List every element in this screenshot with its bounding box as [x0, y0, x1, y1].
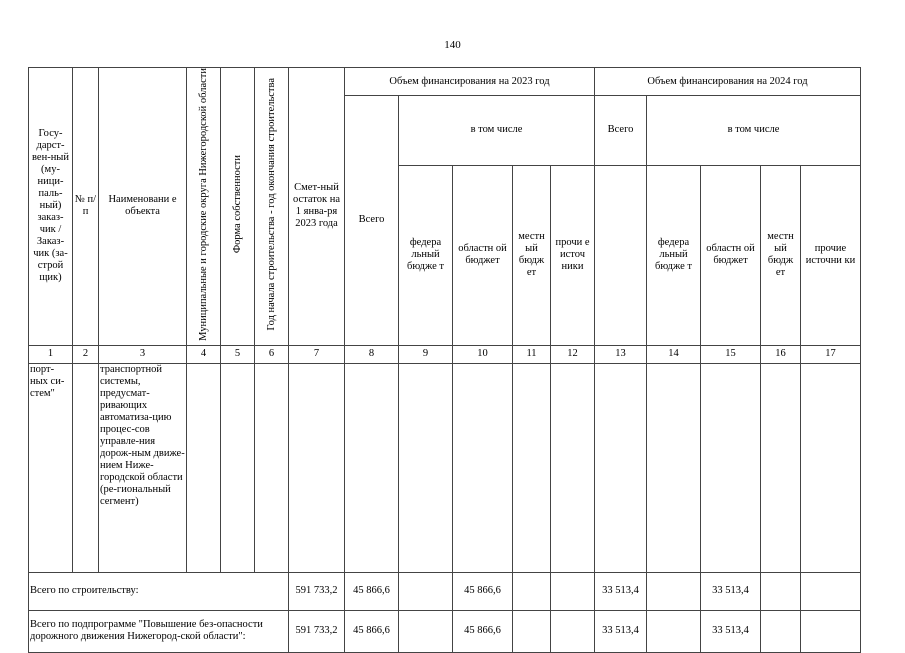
- header-regional-2024: областн ой бюджет: [701, 165, 761, 345]
- total-subprogram-estimate: 591 733,2: [289, 610, 345, 652]
- header-estimate: Смет-ный остаток на 1 янва-ря 2023 года: [289, 68, 345, 346]
- header-local-2023: местн ый бюдж ет: [513, 165, 551, 345]
- column-number: 11: [513, 345, 551, 363]
- row-customer: порт-ных си-стем": [29, 363, 73, 572]
- column-number: 9: [399, 345, 453, 363]
- header-customer: Госу-дарст-вен-ный (му-ници-паль-ный) заказ-чик / Заказ-чик (за-строй щик): [29, 68, 73, 346]
- total-subprogram-2023: 45 866,6: [345, 610, 399, 652]
- column-number: 3: [99, 345, 187, 363]
- header-regional-2023: областн ой бюджет: [453, 165, 513, 345]
- header-fin-2023: Объем финансирования на 2023 год: [345, 68, 595, 96]
- header-federal-2024: федера льный бюдже т: [647, 165, 701, 345]
- total-subprogram-regional-2023: 45 866,6: [453, 610, 513, 652]
- header-total-2024: Всего: [595, 96, 647, 166]
- total-construction-2023: 45 866,6: [345, 572, 399, 610]
- column-number: 13: [595, 345, 647, 363]
- table-row: [29, 363, 861, 572]
- row-num: [73, 363, 99, 572]
- column-number: 1: [29, 345, 73, 363]
- column-number: 17: [801, 345, 861, 363]
- total-construction-estimate: 591 733,2: [289, 572, 345, 610]
- column-number: 15: [701, 345, 761, 363]
- total-construction-label: Всего по строительству:: [29, 572, 289, 610]
- column-number: 7: [289, 345, 345, 363]
- column-numbers-row: [29, 345, 861, 363]
- header-municipal: Муниципальные и городские округа Нижегородской области: [187, 68, 221, 346]
- header-object-name: Наименовани е объекта: [99, 68, 187, 346]
- total-construction-row: [29, 572, 861, 610]
- header-other-2024: прочие источни ки: [801, 165, 861, 345]
- column-number: 2: [73, 345, 99, 363]
- column-number: 12: [551, 345, 595, 363]
- header-local-2024: местн ый бюдж ет: [761, 165, 801, 345]
- header-total-2024-blank: [595, 165, 647, 345]
- column-number: 4: [187, 345, 221, 363]
- total-subprogram-row: [29, 610, 861, 652]
- header-other-2023: прочи е источ ники: [551, 165, 595, 345]
- header-ownership: Форма собственности: [221, 68, 255, 346]
- header-total-2023: Всего: [345, 96, 399, 346]
- total-subprogram-2024: 33 513,4: [595, 610, 647, 652]
- header-years: Год начала строительства - год окончания строительства: [255, 68, 289, 346]
- total-construction-regional-2024: 33 513,4: [701, 572, 761, 610]
- column-number: 8: [345, 345, 399, 363]
- column-number: 6: [255, 345, 289, 363]
- financing-table: [28, 67, 861, 653]
- header-num: № п/п: [73, 68, 99, 346]
- header-including-2024: в том числе: [647, 96, 861, 166]
- total-construction-2024: 33 513,4: [595, 572, 647, 610]
- column-number: 16: [761, 345, 801, 363]
- column-number: 5: [221, 345, 255, 363]
- column-number: 10: [453, 345, 513, 363]
- header-federal-2023: федера льный бюдже т: [399, 165, 453, 345]
- total-subprogram-regional-2024: 33 513,4: [701, 610, 761, 652]
- header-including-2023: в том числе: [399, 96, 595, 166]
- total-construction-regional-2023: 45 866,6: [453, 572, 513, 610]
- column-number: 14: [647, 345, 701, 363]
- total-subprogram-label: Всего по подпрограмме "Повышение без-опасности дорожного движения Нижегород-ской области":: [29, 610, 289, 652]
- header-fin-2024: Объем финансирования на 2024 год: [595, 68, 861, 96]
- page-number: 140: [444, 39, 461, 51]
- row-object-name: транспортной системы, предусмат-ривающих автоматиза-цию процес-сов управле-ния дорож-ным движе-нием Ниже-городской области (ре-гиональный сегмент): [99, 363, 187, 572]
